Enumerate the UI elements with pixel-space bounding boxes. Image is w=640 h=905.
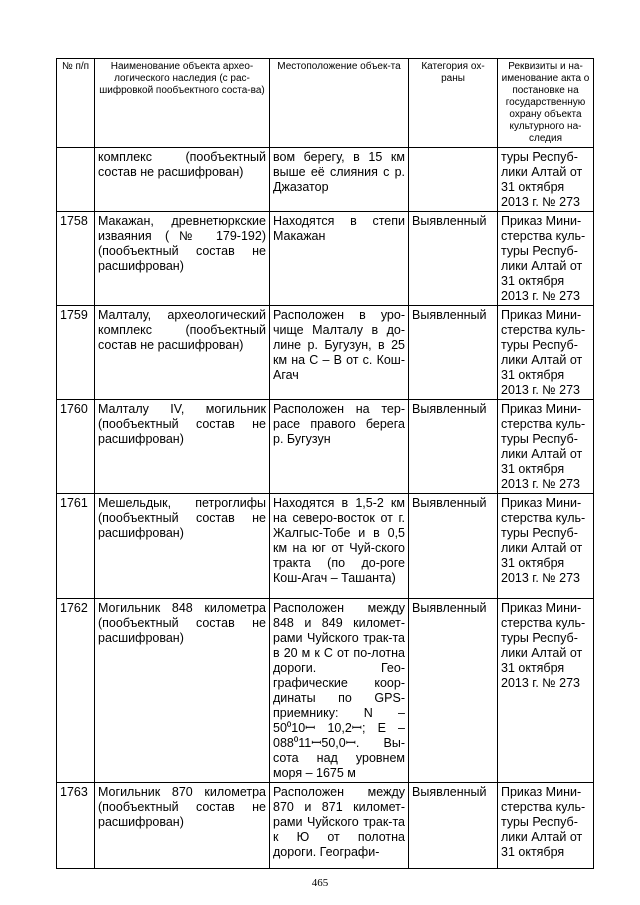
row-act-details: Приказ Мини-стерства куль-туры Респуб-лики Алтай от 31 октября 2013 г. № 273 (498, 494, 594, 599)
table-header-row (57, 59, 594, 148)
table-row (57, 783, 594, 869)
row-category: Выявленный (409, 599, 498, 783)
row-number (57, 148, 95, 212)
row-number: 1758 (57, 212, 95, 306)
row-category: Выявленный (409, 494, 498, 599)
table-row (57, 400, 594, 494)
table-row (57, 306, 594, 400)
table-row (57, 148, 594, 212)
row-category: Выявленный (409, 783, 498, 869)
row-object-name: комплекс (пообъектный состав не расшифрован) (95, 148, 270, 212)
row-category (409, 148, 498, 212)
row-object-name: Могильник 848 километра (пообъектный состав не расшифрован) (95, 599, 270, 783)
table-row (57, 212, 594, 306)
table-row (57, 599, 594, 783)
row-act-details: туры Респуб-лики Алтай от 31 октября 2013 г. № 273 (498, 148, 594, 212)
page-number: 465 (311, 877, 329, 889)
row-object-name: Макажан, древнетюркские изваяния (№ 179-192) (пообъектный состав не расшифрован) (95, 212, 270, 306)
row-number: 1759 (57, 306, 95, 400)
row-object-name: Малталу IV, могильник (пообъектный состав не расшифрован) (95, 400, 270, 494)
row-number: 1761 (57, 494, 95, 599)
row-number: 1760 (57, 400, 95, 494)
row-location: Расположен между 848 и 849 километ-рами Чуйского трак-та в 20 м к С от по-лотна дороги. Гео-графические коор-динаты по GPS-приемнику: N – 50⁰10ꟷ 10,2ꟷ; E – 088⁰11ꟷ50,0ꟷ. Вы-сота над уровнем моря – 1675 м (270, 599, 409, 783)
heritage-register-table (56, 58, 594, 869)
row-location: Расположен между 870 и 871 километ-рами Чуйского трак-та к Ю от полотна дороги. Географи- (270, 783, 409, 869)
row-location: Расположен в уро-чище Малталу в до-лине р. Бугузун, в 25 км на С – В от с. Кош-Агач (270, 306, 409, 400)
row-act-details: Приказ Мини-стерства куль-туры Респуб-лики Алтай от 31 октября 2013 г. № 273 (498, 400, 594, 494)
row-number: 1763 (57, 783, 95, 869)
row-location: Находятся в степи Макажан (270, 212, 409, 306)
row-object-name: Мешельдык, петроглифы (пообъектный состав не расшифрован) (95, 494, 270, 599)
header-act-details: Реквизиты и на-именование акта о постановке на государственную охрану объекта культурного на-следия (498, 59, 594, 148)
row-act-details: Приказ Мини-стерства куль-туры Респуб-лики Алтай от 31 октября (498, 783, 594, 869)
row-location: Расположен на тер-расе правого берега р. Бугузун (270, 400, 409, 494)
table-row (57, 494, 594, 599)
row-object-name: Малталу, археологический комплекс (пообъектный состав не расшифрован) (95, 306, 270, 400)
header-object-name: Наименование объекта архео-логического наследия (с рас-шифровкой пообъектного соста-ва) (95, 59, 270, 148)
header-location: Местоположение объек-та (270, 59, 409, 148)
row-location: Находятся в 1,5-2 км на северо-восток от г. Жалгыс-Тобе и в 0,5 км на юг от Чуй-ского тракта (по до-роге Кош-Агач – Ташанта) (270, 494, 409, 599)
row-act-details: Приказ Мини-стерства куль-туры Респуб-лики Алтай от 31 октября 2013 г. № 273 (498, 306, 594, 400)
row-category: Выявленный (409, 306, 498, 400)
row-act-details: Приказ Мини-стерства куль-туры Респуб-лики Алтай от 31 октября 2013 г. № 273 (498, 599, 594, 783)
row-category: Выявленный (409, 212, 498, 306)
header-protection-category: Категория ох-раны (409, 59, 498, 148)
row-act-details: Приказ Мини-стерства куль-туры Респуб-лики Алтай от 31 октября 2013 г. № 273 (498, 212, 594, 306)
row-location: вом берегу, в 15 км выше её слияния с р. Джазатор (270, 148, 409, 212)
row-category: Выявленный (409, 400, 498, 494)
row-object-name: Могильник 870 километра (пообъектный состав не расшифрован) (95, 783, 270, 869)
row-number: 1762 (57, 599, 95, 783)
header-number: № п/п (57, 59, 95, 148)
